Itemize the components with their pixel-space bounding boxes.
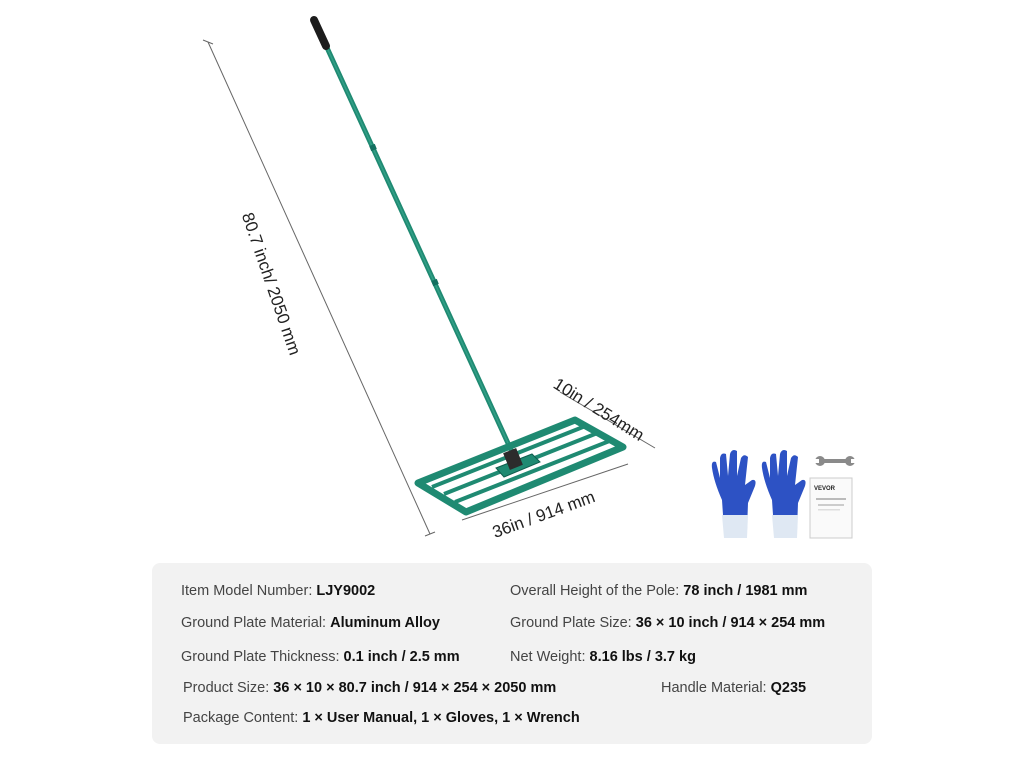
spec-label: Net Weight: [510, 649, 586, 665]
spec-value: 1 × User Manual, 1 × Gloves, 1 × Wrench [302, 710, 580, 726]
spec-label: Item Model Number: [181, 583, 313, 599]
glove-icon [712, 450, 806, 538]
spec-value: 0.1 inch / 2.5 mm [343, 649, 460, 665]
user-manual-icon [810, 478, 852, 538]
spec-label: Product Size: [183, 680, 270, 696]
specs-panel [152, 563, 872, 744]
spec-value: Q235 [770, 680, 807, 696]
spec-value: 8.16 lbs / 3.7 kg [589, 649, 696, 665]
spec-value: 36 × 10 inch / 914 × 254 mm [635, 615, 826, 631]
manual-brand: VEVOR [814, 486, 836, 492]
spec-label: Ground Plate Thickness: [181, 649, 340, 665]
spec-label: Ground Plate Material: [181, 615, 327, 631]
spec-package [183, 710, 580, 726]
height-dimension-line [203, 40, 435, 536]
spec-label: Overall Height of the Pole: [510, 583, 680, 599]
spec-label: Ground Plate Size: [510, 615, 632, 631]
depth-dimension-label: 10in / 254mm [550, 374, 648, 445]
width-dimension-label: 36in / 914 mm [489, 487, 598, 542]
height-dimension-label: 80.7 inch/ 2050 mm [237, 210, 305, 358]
spec-value: 78 inch / 1981 mm [683, 583, 808, 599]
spec-product-size [183, 680, 556, 696]
spec-handle [661, 680, 806, 696]
wrench-icon [814, 456, 856, 466]
lawn-leveling-rake-icon [314, 20, 623, 512]
spec-plate-size [510, 615, 825, 631]
spec-value: LJY9002 [316, 583, 376, 599]
spec-weight [510, 649, 696, 665]
spec-value: 36 × 10 × 80.7 inch / 914 × 254 × 2050 mm [273, 680, 557, 696]
spec-value: Aluminum Alloy [330, 615, 440, 631]
spec-label: Handle Material: [661, 680, 767, 696]
spec-pole-height [510, 583, 807, 599]
spec-material [181, 615, 440, 631]
spec-label: Package Content: [183, 710, 299, 726]
spec-model [181, 583, 375, 599]
spec-thickness [181, 649, 460, 665]
